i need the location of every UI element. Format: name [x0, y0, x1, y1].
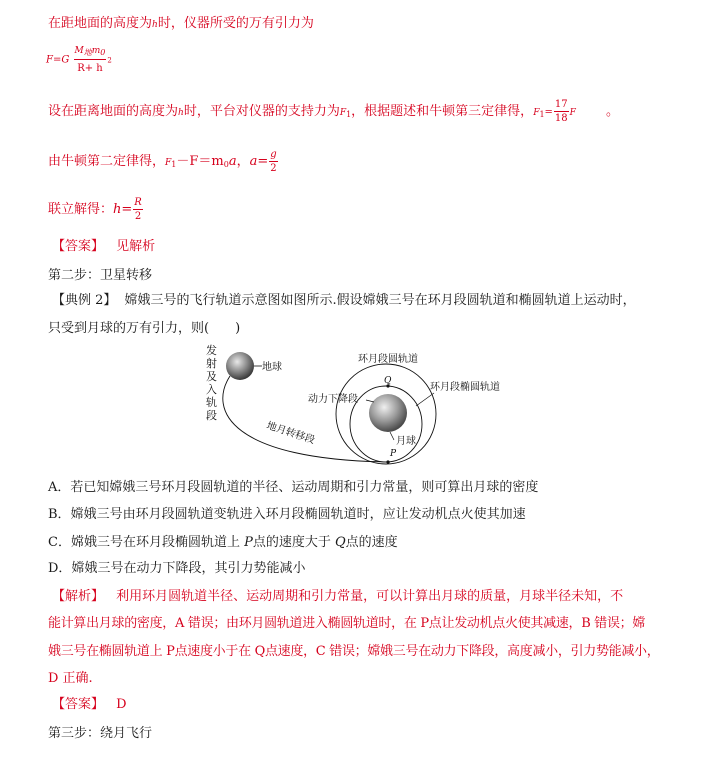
answer-1-text: 见解析 — [116, 239, 156, 254]
point-p-label: P — [390, 449, 397, 459]
moon — [369, 394, 407, 432]
launch-char-5: 轨 — [206, 396, 217, 409]
answer-2-label: 【答案】 — [52, 697, 105, 712]
r-fraction: $\frac{R}{2}$ — [134, 197, 142, 222]
circle-orbit-label: 环月段圆轨道 — [358, 354, 418, 365]
step-2-heading: 第二步：卫星转移 — [48, 268, 153, 283]
point-q-label: Q — [384, 376, 392, 386]
answer-2-text: D — [116, 697, 127, 712]
gravity-fraction: $\frac{\text{M地m0}}{R+ h}$ — [74, 46, 106, 74]
solution-line-1: 在距地面的高度为h时，仪器所受的万有引力为 — [48, 16, 314, 31]
ratio-fraction: $\frac{17}{18}$ — [554, 99, 568, 124]
solution-line-3: 由牛顿第二定律得，$F_1-F=m_0a$，a= $\frac{g}{2}$ — [48, 149, 277, 174]
solution-line-4: 联立解得：h= $\frac{R}{2}$ — [48, 197, 142, 222]
ellipse-orbit-label: 环月段椭圆轨道 — [430, 382, 500, 393]
earth — [226, 352, 254, 380]
example-2-label: 【典例 2】 — [52, 293, 117, 308]
answer-1-label: 【答案】 — [52, 239, 105, 254]
analysis-line-4: D 正确. — [48, 671, 93, 686]
analysis-line-2: 能计算出月球的密度，A 错误；由环月圆轨道进入椭圆轨道时，在 P点让发动机点火使其减速，B 错误；嫦 — [48, 616, 646, 631]
launch-label — [206, 343, 217, 422]
g-fraction: $\frac{g}{2}$ — [270, 149, 277, 174]
launch-char-2: 射 — [206, 357, 217, 370]
descent-leader — [366, 400, 374, 402]
launch-char-3: 及 — [206, 370, 217, 383]
step-3-heading: 第三步：绕月飞行 — [48, 726, 153, 741]
example-2-line-2: 只受到月球的万有引力，则( ) — [48, 321, 241, 336]
ellipse-orbit-leader — [416, 393, 434, 406]
option-a: A．若已知嫦娥三号环月段圆轨道的半径、运动周期和引力常量，则可算出月球的密度 — [48, 480, 539, 495]
solution-line-2: 设在距离地面的高度为h时，平台对仪器的支持力为$F_1$，根据题述和牛顿第三定律得，$F_1=$ $\frac{17}{18}$ F 。 — [48, 99, 620, 124]
option-b: B．嫦娥三号由环月段圆轨道变轨进入环月段椭圆轨道时，应让发动机点火使其加速 — [48, 507, 526, 522]
launch-char-1: 发 — [206, 344, 217, 357]
moon-leader — [390, 432, 394, 440]
answer-1 — [52, 235, 155, 254]
orbit-figure — [190, 340, 530, 470]
transfer-label: 地月转移段 — [265, 420, 317, 447]
analysis-line-3: 娥三号在椭圆轨道上 P点速度小于在 Q点速度，C 错误；嫦娥三号在动力下降段，高度减小，引力势能减小， — [48, 644, 660, 659]
launch-char-6: 段 — [206, 409, 217, 422]
descent-label: 动力下降段 — [308, 394, 358, 405]
moon-label: 月球 — [396, 436, 416, 447]
analysis-label: 【解析】 — [52, 589, 105, 604]
example-2-line-1: 【典例 2】 嫦娥三号的飞行轨道示意图如图所示.假设嫦娥三号在环月段圆轨道和椭圆轨道上运动时， — [52, 293, 636, 308]
answer-2 — [52, 693, 127, 712]
option-d: D．嫦娥三号在动力下降段，其引力势能减小 — [48, 561, 306, 576]
analysis-line-1: 【解析】 利用环月圆轨道半径、运动周期和引力常量，可以计算出月球的质量，月球半径未知，不 — [52, 589, 624, 604]
launch-char-4: 入 — [206, 383, 217, 396]
gravity-formula: F=G $\frac{\text{M地m0}}{R+ h}$ 2 — [46, 46, 112, 74]
point-p-dot — [386, 460, 389, 463]
option-c: C．嫦娥三号在环月段椭圆轨道上 P点的速度大于 Q点的速度 — [48, 535, 398, 550]
earth-label: 地球 — [262, 362, 282, 373]
transfer-trajectory — [223, 376, 390, 462]
